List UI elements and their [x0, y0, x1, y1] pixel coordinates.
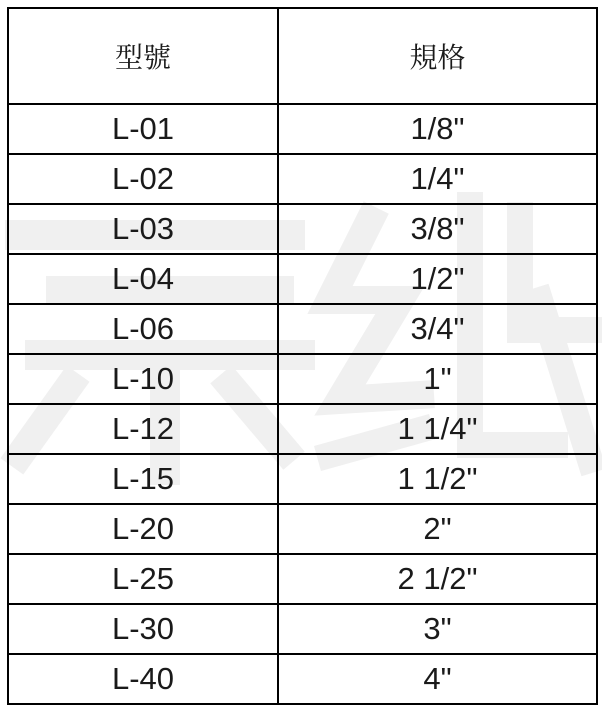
spec-table [7, 7, 598, 705]
table-row [8, 104, 597, 154]
model-cell: L-20 [8, 504, 278, 554]
table-row [8, 604, 597, 654]
spec-cell: 1 1/4" [278, 404, 597, 454]
spec-cell: 2" [278, 504, 597, 554]
spec-cell: 3" [278, 604, 597, 654]
header-spec: 規格 [278, 8, 597, 104]
model-cell: L-10 [8, 354, 278, 404]
table-row [8, 304, 597, 354]
model-cell: L-15 [8, 454, 278, 504]
spec-cell: 1/4" [278, 154, 597, 204]
header-model: 型號 [8, 8, 278, 104]
table-row [8, 154, 597, 204]
table-row [8, 504, 597, 554]
model-cell: L-06 [8, 304, 278, 354]
spec-cell: 1" [278, 354, 597, 404]
table-body [8, 104, 597, 704]
spec-cell: 2 1/2" [278, 554, 597, 604]
spec-cell: 3/8" [278, 204, 597, 254]
table-row [8, 354, 597, 404]
model-cell: L-02 [8, 154, 278, 204]
table-row [8, 454, 597, 504]
model-cell: L-25 [8, 554, 278, 604]
spec-cell: 1/8" [278, 104, 597, 154]
model-cell: L-40 [8, 654, 278, 704]
spec-cell: 3/4" [278, 304, 597, 354]
table-row [8, 204, 597, 254]
model-cell: L-12 [8, 404, 278, 454]
model-cell: L-04 [8, 254, 278, 304]
table-row [8, 254, 597, 304]
table-row [8, 654, 597, 704]
table-row [8, 404, 597, 454]
spec-cell: 4" [278, 654, 597, 704]
spec-cell: 1/2" [278, 254, 597, 304]
model-cell: L-30 [8, 604, 278, 654]
model-cell: L-01 [8, 104, 278, 154]
table-row [8, 554, 597, 604]
header-row [8, 8, 597, 104]
model-cell: L-03 [8, 204, 278, 254]
spec-cell: 1 1/2" [278, 454, 597, 504]
